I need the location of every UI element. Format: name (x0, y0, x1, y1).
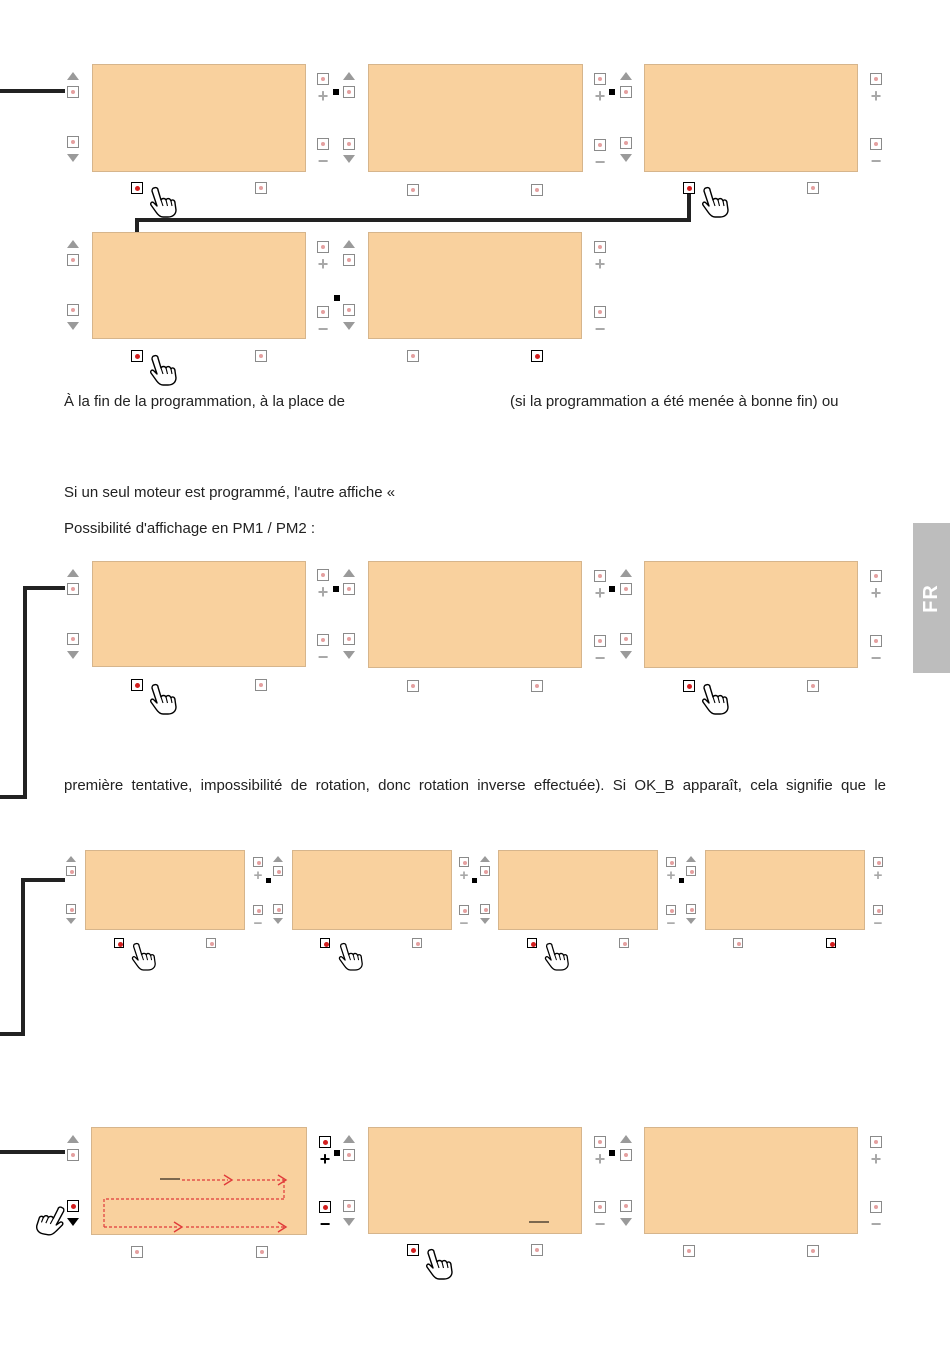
escape-button[interactable] (412, 938, 422, 948)
triangle-down-icon (67, 322, 79, 330)
minus-button[interactable] (317, 138, 329, 150)
plus-icon: + (459, 867, 469, 884)
escape-button[interactable] (826, 938, 836, 948)
down-button[interactable] (67, 633, 79, 645)
separator-dot (333, 89, 339, 95)
ok-button[interactable] (683, 182, 695, 194)
display-step-5 (368, 232, 582, 339)
ok-button[interactable] (131, 182, 143, 194)
separator-dot (609, 1150, 615, 1156)
ok-button[interactable] (407, 184, 419, 196)
plus-icon: + (317, 86, 329, 106)
pointing-hand-icon (543, 942, 570, 971)
triangle-down-icon (273, 918, 283, 924)
minus-icon: − (870, 151, 882, 171)
minus-button[interactable] (253, 905, 263, 915)
pointing-hand-icon (33, 1202, 68, 1239)
separator-dot (333, 586, 339, 592)
down-button[interactable] (620, 137, 632, 149)
separator-dot (679, 878, 684, 883)
ok-button[interactable] (683, 680, 695, 692)
plus-button[interactable] (594, 570, 606, 582)
display-step-1 (92, 64, 306, 172)
minus-icon: − (870, 648, 882, 668)
escape-button[interactable] (256, 1246, 268, 1258)
separator-dot (266, 878, 271, 883)
display-pm-1 (92, 561, 306, 667)
pointing-hand-icon (337, 942, 364, 971)
plus-button[interactable] (594, 1136, 606, 1148)
plus-icon: + (870, 86, 882, 106)
display-pm-2 (368, 561, 582, 668)
plus-icon: + (873, 867, 883, 884)
minus-button[interactable] (870, 635, 882, 647)
triangle-down-icon (67, 1218, 79, 1226)
triangle-up-icon (67, 1135, 79, 1143)
up-button[interactable] (67, 86, 79, 98)
down-button[interactable] (343, 1200, 355, 1212)
up-button[interactable] (67, 1149, 79, 1161)
triangle-up-icon (67, 240, 79, 248)
down-button[interactable] (67, 1200, 79, 1212)
minus-icon: − (253, 915, 263, 932)
pointing-hand-icon (130, 942, 157, 971)
down-button[interactable] (343, 304, 355, 316)
minus-icon: − (594, 152, 606, 172)
triangle-up-icon (620, 569, 632, 577)
paragraph-single-motor: Si un seul moteur est programmé, l'autre affiche « (64, 484, 396, 501)
minus-icon: − (594, 648, 606, 668)
triangle-up-icon (620, 1135, 632, 1143)
plus-button[interactable] (317, 73, 329, 85)
escape-button[interactable] (206, 938, 216, 948)
display-step-2 (368, 64, 583, 172)
ok-button[interactable] (733, 938, 743, 948)
up-button[interactable] (343, 583, 355, 595)
plus-button[interactable] (317, 241, 329, 253)
minus-button[interactable] (317, 306, 329, 318)
triangle-down-icon (480, 918, 490, 924)
triangle-down-icon (343, 322, 355, 330)
up-button[interactable] (67, 254, 79, 266)
escape-button[interactable] (531, 680, 543, 692)
pointing-hand-icon (700, 683, 730, 715)
separator-dot (609, 586, 615, 592)
up-button[interactable] (343, 1149, 355, 1161)
down-button[interactable] (67, 136, 79, 148)
triangle-up-icon (343, 240, 355, 248)
minus-icon: − (870, 1214, 882, 1234)
escape-button[interactable] (807, 680, 819, 692)
plus-button[interactable] (319, 1136, 331, 1148)
escape-button[interactable] (255, 679, 267, 691)
pointing-hand-icon (424, 1248, 454, 1280)
triangle-up-icon (480, 856, 490, 862)
paragraph-rotation-attempt: première tentative, impossibilité de rotation, donc rotation inverse effectuée). Si OK_B apparaît, cela signifie que le (64, 777, 886, 794)
minus-icon: − (459, 915, 469, 932)
display-final-3 (644, 1127, 858, 1234)
escape-button[interactable] (807, 1245, 819, 1257)
language-tab (913, 523, 950, 673)
plus-icon: + (594, 86, 606, 106)
pointing-hand-icon (148, 683, 178, 715)
down-button[interactable] (620, 633, 632, 645)
up-button[interactable] (620, 86, 632, 98)
separator-dot (334, 295, 340, 301)
pointing-hand-icon (148, 354, 178, 386)
down-button[interactable] (343, 138, 355, 150)
triangle-down-icon (67, 651, 79, 659)
minus-icon: − (319, 1214, 331, 1234)
display-pm-3 (644, 561, 858, 668)
plus-button[interactable] (317, 569, 329, 581)
minus-button[interactable] (459, 905, 469, 915)
up-button[interactable] (343, 86, 355, 98)
ok-button[interactable] (114, 938, 124, 948)
separator-dot (472, 878, 477, 883)
plus-icon: + (666, 867, 676, 884)
triangle-up-icon (66, 856, 76, 862)
minus-button[interactable] (870, 138, 882, 150)
minus-button[interactable] (666, 905, 676, 915)
up-button[interactable] (343, 254, 355, 266)
display-final-1 (91, 1127, 307, 1235)
ok-button[interactable] (407, 1244, 419, 1256)
triangle-up-icon (343, 1135, 355, 1143)
minus-button[interactable] (870, 1201, 882, 1213)
down-button[interactable] (343, 633, 355, 645)
escape-button[interactable] (255, 182, 267, 194)
triangle-down-icon (620, 651, 632, 659)
plus-icon: + (870, 1149, 882, 1169)
plus-icon: + (319, 1149, 331, 1169)
display-step-3 (644, 64, 858, 172)
plus-button[interactable] (870, 1136, 882, 1148)
minus-button[interactable] (873, 905, 883, 915)
minus-button[interactable] (594, 139, 606, 151)
plus-button[interactable] (594, 241, 606, 253)
ok-button[interactable] (407, 350, 419, 362)
plus-icon: + (253, 867, 263, 884)
escape-button[interactable] (531, 1244, 543, 1256)
triangle-up-icon (67, 72, 79, 80)
up-button[interactable] (273, 866, 283, 876)
plus-button[interactable] (594, 73, 606, 85)
minus-icon: − (666, 915, 676, 932)
plus-icon: + (317, 582, 329, 602)
escape-button[interactable] (531, 350, 543, 362)
escape-button[interactable] (807, 182, 819, 194)
pointing-hand-icon (700, 186, 730, 218)
minus-icon: − (317, 647, 329, 667)
display-small-3 (498, 850, 658, 930)
pointing-hand-icon (148, 186, 178, 218)
escape-button[interactable] (619, 938, 629, 948)
minus-icon: − (594, 1214, 606, 1234)
up-button[interactable] (66, 866, 76, 876)
triangle-down-icon (66, 918, 76, 924)
paragraph-end-of-programming-right: (si la programmation a été menée à bonne fin) ou (510, 393, 839, 410)
ok-button[interactable] (320, 938, 330, 948)
triangle-down-icon (620, 1218, 632, 1226)
plus-button[interactable] (870, 73, 882, 85)
down-button[interactable] (66, 904, 76, 914)
minus-button[interactable] (594, 306, 606, 318)
down-button[interactable] (480, 904, 490, 914)
minus-icon: − (873, 915, 883, 932)
plus-button[interactable] (870, 570, 882, 582)
minus-icon: − (594, 319, 606, 339)
up-button[interactable] (686, 866, 696, 876)
display-small-4 (705, 850, 865, 930)
triangle-up-icon (343, 72, 355, 80)
minus-button[interactable] (319, 1201, 331, 1213)
triangle-down-icon (620, 154, 632, 162)
triangle-up-icon (686, 856, 696, 862)
triangle-up-icon (67, 569, 79, 577)
plus-icon: + (870, 583, 882, 603)
ok-button[interactable] (683, 1245, 695, 1257)
display-final-2 (368, 1127, 582, 1234)
plus-icon: + (594, 254, 606, 274)
triangle-down-icon (343, 651, 355, 659)
minus-icon: − (317, 151, 329, 171)
paragraph-end-of-programming-left: À la fin de la programmation, à la place de (64, 393, 345, 410)
escape-button[interactable] (255, 350, 267, 362)
ok-button[interactable] (407, 680, 419, 692)
display-small-2 (292, 850, 452, 930)
ok-button[interactable] (527, 938, 537, 948)
triangle-down-icon (686, 918, 696, 924)
separator-dot (334, 1150, 340, 1156)
down-button[interactable] (273, 904, 283, 914)
ok-button[interactable] (131, 679, 143, 691)
down-button[interactable] (686, 904, 696, 914)
plus-icon: + (594, 1149, 606, 1169)
plus-button[interactable] (666, 857, 676, 867)
triangle-down-icon (343, 155, 355, 163)
separator-dot (609, 89, 615, 95)
ok-button[interactable] (131, 1246, 143, 1258)
up-button[interactable] (480, 866, 490, 876)
minus-button[interactable] (594, 1201, 606, 1213)
paragraph-pm-display: Possibilité d'affichage en PM1 / PM2 : (64, 520, 316, 537)
triangle-up-icon (343, 569, 355, 577)
display-step-4 (92, 232, 306, 339)
minus-icon: − (317, 319, 329, 339)
plus-icon: + (317, 254, 329, 274)
minus-button[interactable] (317, 634, 329, 646)
plus-button[interactable] (253, 857, 263, 867)
plus-icon: + (594, 583, 606, 603)
language-tab-label: FR (919, 583, 942, 613)
ok-button[interactable] (131, 350, 143, 362)
triangle-up-icon (620, 72, 632, 80)
up-button[interactable] (620, 1149, 632, 1161)
up-button[interactable] (67, 583, 79, 595)
display-small-1 (85, 850, 245, 930)
down-button[interactable] (67, 304, 79, 316)
escape-button[interactable] (531, 184, 543, 196)
triangle-down-icon (67, 154, 79, 162)
plus-button[interactable] (459, 857, 469, 867)
up-button[interactable] (620, 583, 632, 595)
triangle-down-icon (343, 1218, 355, 1226)
plus-button[interactable] (873, 857, 883, 867)
down-button[interactable] (620, 1200, 632, 1212)
triangle-up-icon (273, 856, 283, 862)
minus-button[interactable] (594, 635, 606, 647)
